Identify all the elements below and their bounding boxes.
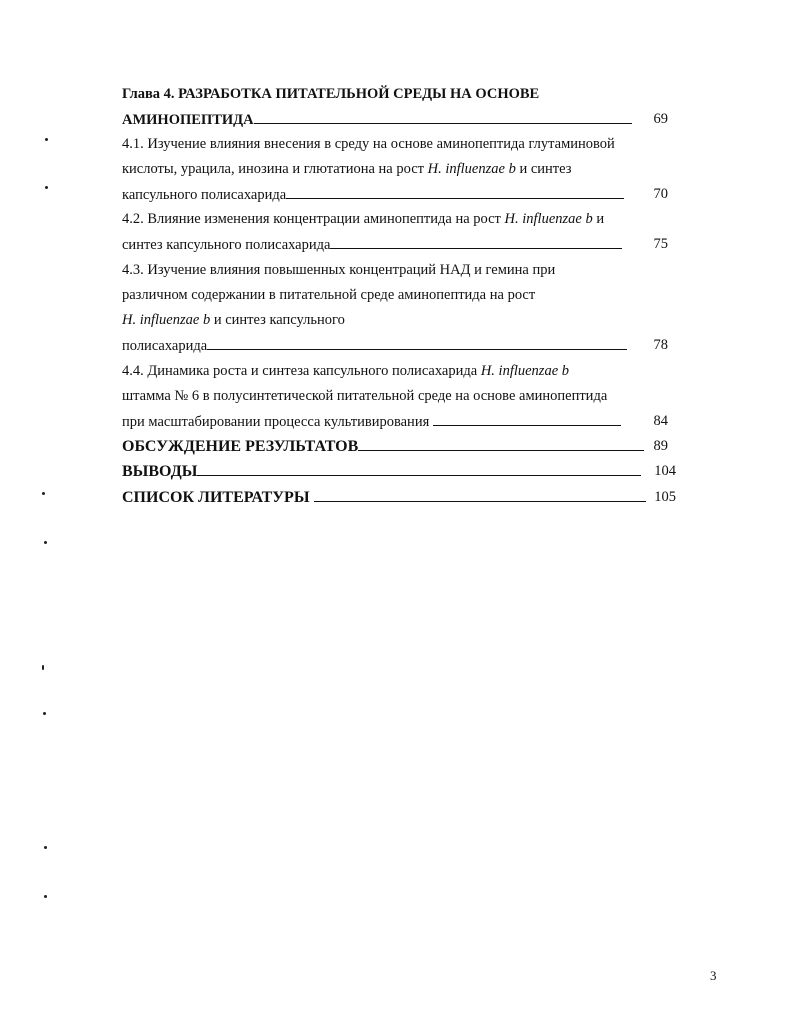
toc-s44-line2: штамма № 6 в полусинтетической питательной среде на основе аминопептида xyxy=(122,388,608,404)
toc-chapter4-title: АМИНОПЕПТИДА xyxy=(122,112,254,128)
toc-s43-line3 xyxy=(122,310,345,330)
toc-conclusions-label: ВЫВОДЫ xyxy=(122,463,198,480)
toc-chapter4-line1: Глава 4. РАЗРАБОТКА ПИТАТЕЛЬНОЙ СРЕДЫ НА ОСНОВЕ xyxy=(122,86,540,102)
toc-s43-line1: 4.3. Изучение влияния повышенных концентраций НАД и гемина при xyxy=(122,262,556,278)
toc-references-page: 105 xyxy=(654,489,676,505)
leader-rule xyxy=(314,487,646,502)
toc-conclusions xyxy=(122,461,641,482)
toc-s42-line1 xyxy=(122,209,604,229)
scan-speck xyxy=(44,846,47,849)
toc-s44-line3 xyxy=(122,411,621,432)
toc-s43-species: H. influenzae b xyxy=(122,312,211,328)
toc-s42-title-end: синтез капсульного полисахарида xyxy=(122,237,331,253)
toc-references-label: СПИСОК ЛИТЕРАТУРЫ xyxy=(122,489,310,506)
toc-s41-text: кислоты, урацила, инозина и глютатиона на рост xyxy=(122,161,428,177)
toc-s41-species: H. influenzae b xyxy=(427,161,516,177)
toc-s42-text-end: и xyxy=(592,211,605,227)
toc-s41-title-end: капсульного полисахарида xyxy=(122,187,287,203)
leader-rule xyxy=(207,335,627,350)
leader-rule xyxy=(286,184,624,199)
page-number: 3 xyxy=(710,968,717,983)
toc-s42-species: H. influenzae b xyxy=(504,211,593,227)
toc-references xyxy=(122,487,646,508)
toc-s43-text: и синтез капсульного xyxy=(210,312,345,328)
toc-discussion-page: 89 xyxy=(653,438,668,454)
toc-s44-species: H. influenzae b xyxy=(480,363,570,379)
toc-s43-title-end: полисахарида xyxy=(122,338,208,354)
scan-speck xyxy=(44,541,47,544)
toc-s42-page: 75 xyxy=(653,236,668,252)
toc-conclusions-page: 104 xyxy=(654,463,676,479)
scan-speck xyxy=(44,895,47,898)
toc-chapter4-page: 69 xyxy=(653,111,668,127)
toc-s43-line4 xyxy=(122,335,627,356)
toc-s41-text-end: и синтез xyxy=(515,161,572,177)
scan-speck xyxy=(42,492,45,495)
toc-s41-line3 xyxy=(122,184,624,205)
scan-speck xyxy=(45,186,48,189)
leader-rule xyxy=(330,234,622,249)
leader-rule xyxy=(358,436,644,451)
toc-s42-line2 xyxy=(122,234,622,255)
toc-s44-page: 84 xyxy=(653,413,668,429)
toc-s44-line1 xyxy=(122,361,569,381)
toc-chapter4-line2 xyxy=(122,109,632,130)
toc-s43-page: 78 xyxy=(653,337,668,353)
scan-speck xyxy=(42,665,44,670)
toc-s42-text: 4.2. Влияние изменения концентрации аминопептида на рост xyxy=(122,211,505,227)
scan-speck xyxy=(45,138,48,141)
leader-rule xyxy=(433,411,621,426)
leader-rule xyxy=(197,461,641,476)
toc-s41-line2 xyxy=(122,159,571,179)
toc-s44-text: 4.4. Динамика роста и синтеза капсульного полисахарида xyxy=(122,363,481,379)
toc-discussion-label: ОБСУЖДЕНИЕ РЕЗУЛЬТАТОВ xyxy=(122,438,359,455)
toc-s44-title-end: при масштабировании процесса культивирования xyxy=(122,414,430,430)
toc-s43-line2: различном содержании в питательной среде аминопептида на рост xyxy=(122,287,536,303)
leader-rule xyxy=(254,109,632,124)
toc-s41-line1: 4.1. Изучение влияния внесения в среду на основе аминопептида глутаминовой xyxy=(122,136,615,152)
toc-discussion xyxy=(122,436,644,457)
scan-speck xyxy=(43,712,46,715)
toc-s41-page: 70 xyxy=(653,186,668,202)
